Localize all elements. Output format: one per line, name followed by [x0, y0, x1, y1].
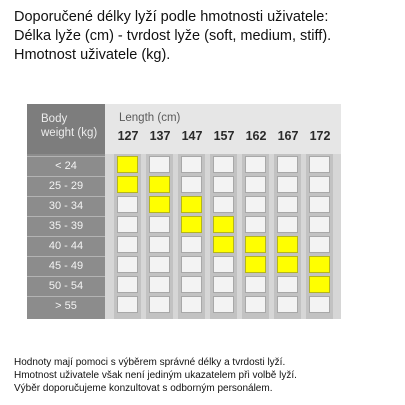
- weight-row-label: < 24: [27, 156, 105, 174]
- recommended-cell: [277, 236, 298, 253]
- empty-cell: [149, 236, 170, 253]
- empty-cell: [117, 276, 138, 293]
- disclaimer: [14, 356, 399, 395]
- weight-column-header: [27, 104, 105, 154]
- length-column-label: 127: [117, 129, 139, 143]
- empty-cell: [277, 176, 298, 193]
- recommended-cell: [181, 196, 202, 213]
- empty-cell: [245, 156, 266, 173]
- empty-cell: [117, 296, 138, 313]
- empty-cell: [213, 276, 234, 293]
- empty-cell: [181, 276, 202, 293]
- length-column-label: 157: [213, 129, 235, 143]
- recommended-cell: [181, 216, 202, 233]
- disclaimer-line-1: Hodnoty mají pomoci s výběrem správné délky a tvrdosti lyží.: [14, 357, 286, 368]
- length-column-label: 167: [277, 129, 299, 143]
- disclaimer-line-3: Výběr doporučujeme konzultovat s odborným personálem.: [14, 383, 273, 394]
- length-column-label: 137: [149, 129, 171, 143]
- weight-row-label: 35 - 39: [27, 216, 105, 234]
- weight-row-label: > 55: [27, 296, 105, 314]
- recommended-cell: [245, 236, 266, 253]
- weight-row-label: 40 - 44: [27, 236, 105, 254]
- empty-cell: [245, 196, 266, 213]
- empty-cell: [277, 156, 298, 173]
- empty-cell: [181, 156, 202, 173]
- weight-header-line-2: weight (kg): [41, 127, 98, 139]
- recommended-cell: [117, 156, 138, 173]
- empty-cell: [245, 296, 266, 313]
- heading-line-3: Hmotnost uživatele (kg).: [14, 47, 171, 63]
- recommended-cell: [277, 256, 298, 273]
- empty-cell: [309, 176, 330, 193]
- weight-row-label: 50 - 54: [27, 276, 105, 294]
- length-header: [105, 104, 341, 154]
- empty-cell: [149, 216, 170, 233]
- disclaimer-line-2: Hmotnost uživatele však není jediným ukazatelem při volbě lyží.: [14, 370, 297, 381]
- empty-cell: [181, 236, 202, 253]
- empty-cell: [149, 276, 170, 293]
- weight-column: [27, 104, 105, 319]
- length-column-label: 172: [309, 129, 331, 143]
- empty-cell: [213, 176, 234, 193]
- empty-cell: [277, 196, 298, 213]
- size-grid: [105, 154, 341, 319]
- length-column-label: 147: [181, 129, 203, 143]
- length-column-label: 162: [245, 129, 267, 143]
- empty-cell: [117, 256, 138, 273]
- weight-header-line-1: Body: [41, 113, 68, 125]
- empty-cell: [181, 296, 202, 313]
- length-header-label: Length (cm): [119, 112, 181, 124]
- page-heading: [14, 8, 399, 65]
- empty-cell: [277, 276, 298, 293]
- recommended-cell: [117, 176, 138, 193]
- empty-cell: [277, 216, 298, 233]
- empty-cell: [181, 176, 202, 193]
- recommended-cell: [213, 216, 234, 233]
- heading-line-2: Délka lyže (cm) - tvrdost lyže (soft, medium, stiff).: [14, 28, 332, 44]
- empty-cell: [245, 276, 266, 293]
- empty-cell: [213, 256, 234, 273]
- weight-row-label: 25 - 29: [27, 176, 105, 194]
- empty-cell: [117, 236, 138, 253]
- empty-cell: [117, 196, 138, 213]
- empty-cell: [149, 256, 170, 273]
- empty-cell: [309, 156, 330, 173]
- ski-size-chart: [27, 104, 341, 319]
- recommended-cell: [149, 176, 170, 193]
- recommended-cell: [213, 236, 234, 253]
- empty-cell: [309, 296, 330, 313]
- empty-cell: [213, 296, 234, 313]
- weight-row-label: 45 - 49: [27, 256, 105, 274]
- recommended-cell: [245, 256, 266, 273]
- recommended-cell: [309, 276, 330, 293]
- empty-cell: [277, 296, 298, 313]
- heading-line-1: Doporučené délky lyží podle hmotnosti uživatele:: [14, 9, 329, 25]
- empty-cell: [117, 216, 138, 233]
- empty-cell: [245, 216, 266, 233]
- weight-row-label: 30 - 34: [27, 196, 105, 214]
- empty-cell: [309, 196, 330, 213]
- empty-cell: [149, 296, 170, 313]
- empty-cell: [309, 236, 330, 253]
- empty-cell: [213, 196, 234, 213]
- recommended-cell: [309, 256, 330, 273]
- empty-cell: [309, 216, 330, 233]
- empty-cell: [149, 156, 170, 173]
- empty-cell: [245, 176, 266, 193]
- empty-cell: [213, 156, 234, 173]
- empty-cell: [181, 256, 202, 273]
- recommended-cell: [149, 196, 170, 213]
